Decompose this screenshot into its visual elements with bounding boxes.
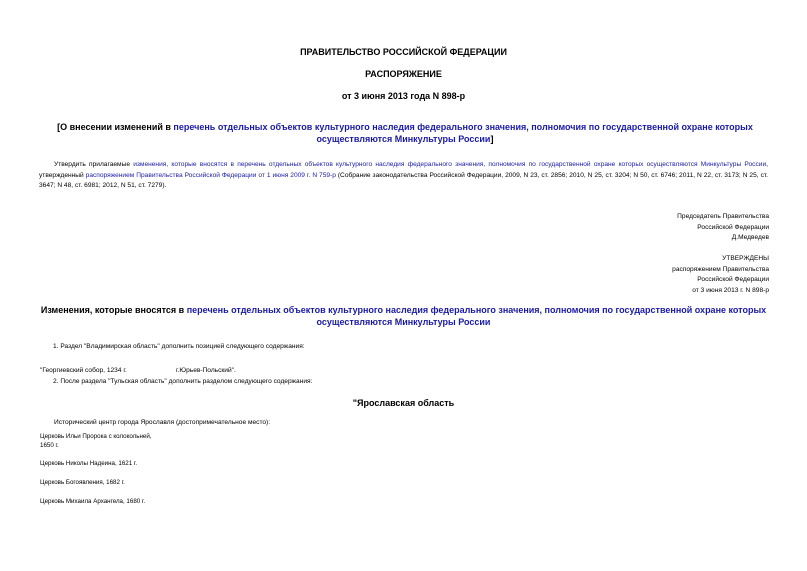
- approval-line-1: УТВЕРЖДЕНЫ: [722, 255, 769, 262]
- list-item: Церковь Богоявления, 1682 г.: [40, 479, 125, 486]
- list-item: Церковь Ильи Пророка с колокольней,: [40, 433, 152, 440]
- approval-line-4: от 3 июня 2013 г. N 898-р: [692, 286, 769, 294]
- signature-country: Российской Федерации: [697, 223, 769, 231]
- approval-paragraph: [39, 160, 768, 192]
- title-suffix: ]: [490, 134, 494, 144]
- list-item: Церковь Николы Надеина, 1621 г.: [40, 460, 138, 467]
- item-1: 1. Раздел "Владимирская область" дополнить позицией следующего содержания:: [53, 343, 305, 350]
- section-intro: Исторический центр города Ярославля (достопримечательное место):: [54, 419, 271, 426]
- title-prefix: [О внесении изменений в: [57, 122, 174, 132]
- changes-title-link[interactable]: перечень отдельных объектов культурного наследия федерального значения, полномочия по государственной охране которых осуществляются Минкультуры России: [186, 305, 767, 327]
- decree-link[interactable]: распоряжением Правительства Российской Федерации от 1 июня 2009 г. N 759-р: [85, 171, 336, 179]
- item-2: 2. После раздела "Тульская область" дополнить разделом следующего содержания:: [53, 378, 313, 385]
- list-item: 1650 г.: [40, 442, 59, 449]
- changes-title: [40, 304, 767, 328]
- signature-name: Д.Медведев: [731, 234, 769, 241]
- georgievsky-place: г.Юрьев-Польский".: [176, 367, 236, 374]
- approval-line-3: Российской Федерации: [697, 276, 769, 283]
- paragraph-part3: (Собрание законодательства Российской Федерации, 2009, N 23, ст. 2856; 2010, N 25, ст. 3204; N 50, ст. 6746; 2011, N 22, ст. 3173; N 25, ст. 3647; N 48, ст. 6981; 2012, N 51, ст. 7279).: [39, 171, 768, 189]
- paragraph-part2: , утвержденный: [39, 161, 768, 179]
- georgievsky-name: "Георгиевский собор, 1234 г.: [40, 367, 127, 374]
- changes-link[interactable]: изменения, которые вносятся в перечень отдельных объектов культурного наследия федерального значения, полномочия по государственной охране которых осуществляются Минкультуры России: [133, 161, 767, 168]
- approval-line-2: распоряжением Правительства: [672, 265, 769, 273]
- document-title: [55, 121, 755, 145]
- section-heading: "Ярославская область: [352, 398, 455, 408]
- government-heading: ПРАВИТЕЛЬСТВО РОССИЙСКОЙ ФЕДЕРАЦИИ: [300, 47, 507, 57]
- document-date-number: от 3 июня 2013 года N 898-р: [341, 91, 466, 101]
- document-type: РАСПОРЯЖЕНИЕ: [365, 69, 442, 79]
- signature-block: [677, 212, 769, 244]
- changes-title-prefix: Изменения, которые вносятся в: [40, 305, 187, 315]
- signature-position: Председатель Правительства: [677, 213, 769, 220]
- approval-block: [672, 254, 769, 296]
- list-item: Церковь Михаила Архангела, 1680 г.: [40, 498, 146, 505]
- title-list-link[interactable]: перечень отдельных объектов культурного наследия федерального значения, полномочия по государственной охране которых осуществляются Минкультуры России: [173, 122, 753, 144]
- paragraph-part1: Утвердить прилагаемые: [54, 161, 134, 168]
